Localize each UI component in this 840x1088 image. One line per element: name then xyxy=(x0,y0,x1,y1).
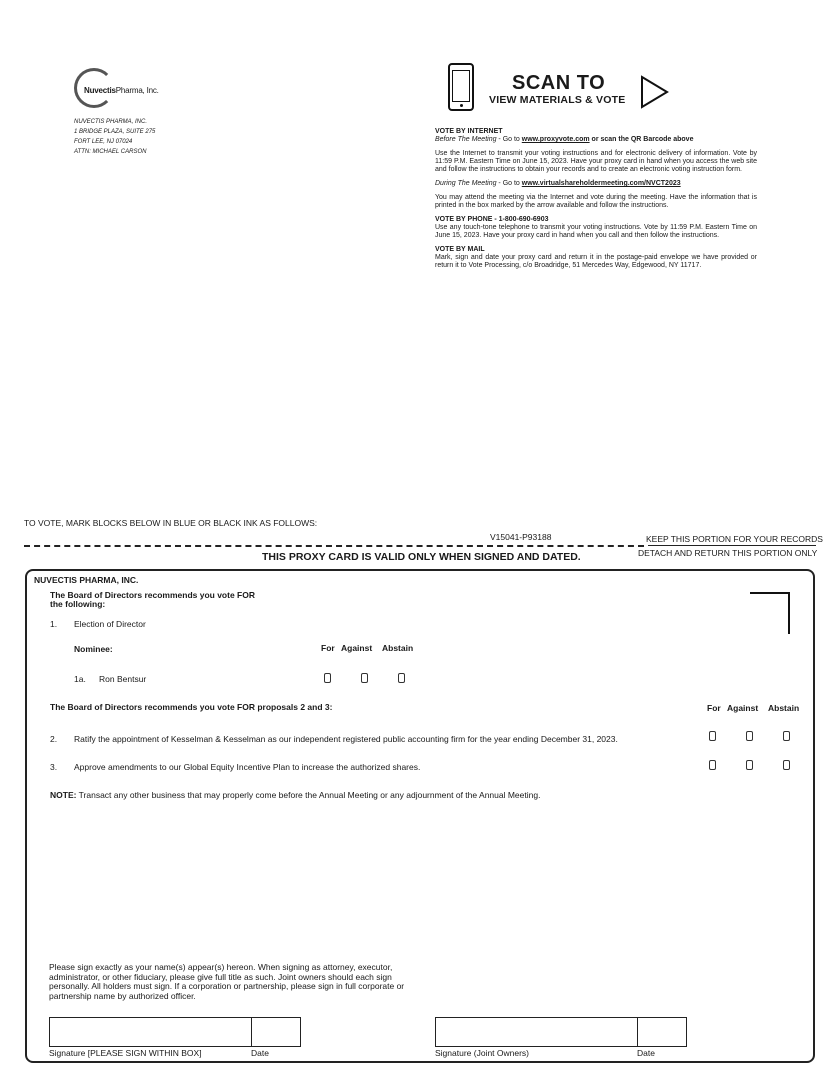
joint-date-label: Date xyxy=(637,1048,655,1058)
item-3-number: 3. xyxy=(50,762,58,772)
proposal-2-abstain-checkbox[interactable] xyxy=(783,731,790,741)
proposal-2-against-checkbox[interactable] xyxy=(746,731,753,741)
internet-text: Use the Internet to transmit your voting instructions and for electronic delivery of information. Vote by 11:59 P.M. Eastern Time on June 15, 2023. Have your proxy card in hand when you access the web site and follow the instructions to obtain your records and to create an electronic voting instruction form. xyxy=(435,150,757,173)
proposal-col-abstain: Abstain xyxy=(768,703,800,713)
perforation-line xyxy=(24,545,644,547)
phone-icon xyxy=(448,63,474,111)
item-3-text: Approve amendments to our Global Equity Incentive Plan to increase the authorized shares. xyxy=(74,762,421,772)
nominee-1a-for-checkbox[interactable] xyxy=(324,673,331,683)
logo-suffix: Pharma, Inc. xyxy=(115,86,159,95)
internet-heading: VOTE BY INTERNET xyxy=(435,128,503,135)
nominee-col-abstain: Abstain xyxy=(382,643,414,653)
phone-text: Use any touch-tone telephone to transmit your voting instructions. Vote by 11:59 P.M. Eastern Time on June 15, 2023. Have your proxy card in hand when you call and then follow the instructions. xyxy=(435,224,757,239)
nominee-col-against: Against xyxy=(341,643,373,653)
company-logo xyxy=(74,68,184,112)
voting-instructions: VOTE BY INTERNET Before The Meeting - Go to www.proxyvote.com or scan the QR Barcode above Use the Internet to transmit your voting instructions and for electronic delivery of information. Vote by 11:59 P.M. Eastern Time on June 15, 2023. Have your proxy card in hand when you access the web site and follow the instructions to obtain your records and to create an electronic voting instruction form. During The Meeting - Go to www.virtualshareholdermeeting.com/NVCT2023 You may attend the meeting via the Internet and vote during the meeting. Have the information that is printed in the box marked by the arrow available and follow the instructions. VOTE BY PHONE - 1-800-690-6903 Use any touch-tone telephone to transmit your voting instructions. Vote by 11:59 P.M. Eastern Time on June 15, 2023. Have your proxy card in hand when you call and then follow the instructions. VOTE BY MAIL Mark, sign and date your proxy card and return it in the postage-paid envelope we have provided or return it to Vote Processing, c/o Broadridge, 51 Mercedes Way, Edgewood, NY 11717. xyxy=(435,128,757,269)
date-box[interactable] xyxy=(251,1017,301,1047)
item-2-text: Ratify the appointment of Kesselman & Kesselman as our independent registered public accounting firm for the year ending December 31, 2023. xyxy=(74,734,618,744)
signature-box[interactable] xyxy=(49,1017,252,1047)
nominee-number: 1a. xyxy=(74,674,86,684)
joint-signature-box[interactable] xyxy=(435,1017,638,1047)
logo-name: Nuvectis xyxy=(84,86,116,95)
proposal-2-for-checkbox[interactable] xyxy=(709,731,716,741)
proxyvote-link[interactable]: www.proxyvote.com xyxy=(521,136,590,143)
proposal-3-abstain-checkbox[interactable] xyxy=(783,760,790,770)
virtual-meeting-link[interactable]: www.virtualshareholdermeeting.com/NVCT2023 xyxy=(521,180,681,187)
note: NOTE: Transact any other business that may properly come before the Annual Meeting or any adjournment of the Annual Meeting. xyxy=(50,790,541,800)
nominee-1a-abstain-checkbox[interactable] xyxy=(398,673,405,683)
board-recommendation-2: The Board of Directors recommends you vote FOR proposals 2 and 3: xyxy=(50,702,333,712)
nominee-header: Nominee: xyxy=(74,644,113,654)
valid-notice: THIS PROXY CARD IS VALID ONLY WHEN SIGNED AND DATED. xyxy=(262,551,581,563)
nominee-name: Ron Bentsur xyxy=(99,674,147,684)
signature-label: Signature [PLEASE SIGN WITHIN BOX] xyxy=(49,1048,202,1058)
proposal-3-for-checkbox[interactable] xyxy=(709,760,716,770)
card-company: NUVECTIS PHARMA, INC. xyxy=(34,575,139,585)
item-1-number: 1. xyxy=(50,619,58,629)
nominee-1a-against-checkbox[interactable] xyxy=(361,673,368,683)
scan-title: SCAN TO xyxy=(512,72,606,94)
phone-heading: VOTE BY PHONE - 1-800-690-6903 xyxy=(435,216,549,223)
scan-subtitle: VIEW MATERIALS & VOTE xyxy=(489,94,626,106)
keep-line xyxy=(648,545,816,546)
item-1-text: Election of Director xyxy=(74,619,146,629)
keep-portion-label: KEEP THIS PORTION FOR YOUR RECORDS xyxy=(646,534,823,544)
detach-label: DETACH AND RETURN THIS PORTION ONLY xyxy=(638,548,818,558)
corner-mark xyxy=(750,592,790,634)
joint-date-box[interactable] xyxy=(637,1017,687,1047)
company-address: NUVECTIS PHARMA, INC. 1 BRIDGE PLAZA, SUITE 275 FORT LEE, NJ 07024 ATTN: MICHAEL CARSON xyxy=(74,119,156,155)
mark-instruction: TO VOTE, MARK BLOCKS BELOW IN BLUE OR BLACK INK AS FOLLOWS: xyxy=(24,518,318,528)
mail-text: Mark, sign and date your proxy card and return it in the postage-paid envelope we have provided or return it to Vote Processing, c/o Broadridge, 51 Mercedes Way, Edgewood, NY 11717. xyxy=(435,254,757,269)
control-code: V15041-P93188 xyxy=(490,532,552,542)
signing-instructions: Please sign exactly as your name(s) appear(s) hereon. When signing as attorney, executor, administrator, or other fiduciary, please give full title as such. Joint owners should each sign personally. All holders must sign. If a corporation or partnership, please sign in full corporate or partnership name by authorized officer. xyxy=(49,962,405,1001)
board-recommendation-1: The Board of Directors recommends you vote FOR the following: xyxy=(50,590,255,609)
nominee-col-for: For xyxy=(321,643,335,653)
item-2-number: 2. xyxy=(50,734,58,744)
during-text: You may attend the meeting via the Internet and vote during the meeting. Have the information that is printed in the box marked by the arrow available and follow the instructions. xyxy=(435,194,757,209)
date-label: Date xyxy=(251,1048,269,1058)
proposal-3-against-checkbox[interactable] xyxy=(746,760,753,770)
mail-heading: VOTE BY MAIL xyxy=(435,246,485,253)
proposal-col-against: Against xyxy=(727,703,759,713)
arrow-right-icon xyxy=(640,75,670,109)
joint-signature-label: Signature (Joint Owners) xyxy=(435,1048,530,1058)
proposal-col-for: For xyxy=(707,703,721,713)
